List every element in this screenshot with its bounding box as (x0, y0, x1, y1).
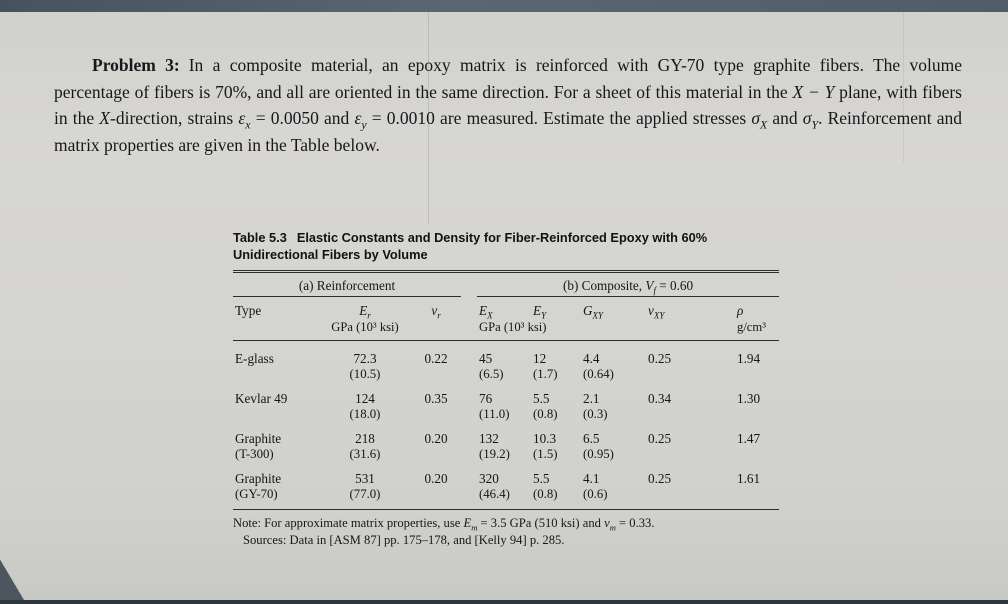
column-gap (461, 297, 477, 319)
cell-type: Graphite (235, 430, 282, 446)
group-reinforcement: (a) Reinforcement (233, 273, 461, 297)
cell-rho: 1.61 (737, 470, 761, 486)
cell-gxy: 6.5 (583, 430, 600, 446)
cell-ex: 76 (479, 390, 493, 406)
cell-er-ksi: (77.0) (349, 486, 381, 501)
note-line: Note: For approximate matrix properties, use $E_m = 3.5$ GPa (510 ksi) and $\nu_m = 0.33$. (233, 516, 655, 533)
cell-nuxy: 0.34 (648, 390, 672, 406)
table-row (233, 423, 779, 446)
math-sigma-y: σ (802, 108, 812, 129)
cell-ey-ksi: (1.5) (533, 446, 558, 461)
cell-ex: 45 (479, 350, 493, 366)
cell-ey-ksi: (1.7) (533, 366, 558, 381)
col-header-ex: $E_X$ (479, 303, 493, 321)
table-row (233, 463, 779, 486)
cell-er-ksi: (18.0) (349, 406, 381, 421)
table-row-ksi (233, 406, 779, 423)
cell-ex-ksi: (19.2) (479, 446, 510, 461)
table-caption: Elastic Constants and Density for Fiber-Reinforced Epoxy with 60% Unidirectional Fibers by Volume (233, 230, 708, 262)
math-sigma-x: σ (751, 108, 760, 129)
cell-er-ksi: (31.6) (349, 446, 381, 461)
col-header-ey: $E_Y$ (533, 303, 547, 321)
cell-nur: 0.35 (424, 390, 448, 406)
cell-gxy-ksi: (0.64) (583, 366, 614, 381)
table-number: Table 5.3 (233, 230, 287, 245)
col-header-type: Type (235, 303, 262, 318)
cell-type: Kevlar 49 (235, 390, 288, 406)
table-footnotes (233, 515, 779, 549)
problem-paragraph: Problem 3: In a composite material, an epoxy matrix is reinforced with GY-70 type graphite fibers. The volume percentage of fibers is 70%, and all are oriented in the same direction. For a sheet of this material in the X − Y plane, with fibers in the X-direction, strains $\varepsilon_x = 0.0050$ and $\varepsilon_y = 0.0010$ are measured. Estimate the applied stresses $\sigma_X$ and $\sigma_Y$. Reinforcement and matrix properties are given in the Table below. (54, 55, 962, 155)
cell-type: E-glass (235, 350, 274, 366)
group-header-row (233, 273, 779, 297)
cell-er-ksi: (10.5) (349, 366, 381, 381)
cell-ey-ksi: (0.8) (533, 406, 558, 421)
scan-top-edge (0, 0, 1008, 12)
table-row-ksi: (GY-70) (77.0) (46.4) (0.8) (0.6) (233, 486, 779, 503)
scan-bottom-edge (0, 600, 1008, 604)
cell-gxy-ksi: (0.95) (583, 446, 614, 461)
table-row (233, 383, 779, 406)
cell-ey: 12 (533, 350, 547, 366)
cell-rho: 1.94 (737, 350, 761, 366)
problem-label: Problem 3: (92, 55, 180, 75)
cell-ey: 10.3 (533, 430, 557, 446)
cell-ex-ksi: (11.0) (479, 406, 510, 421)
math-xy-plane: X − Y (792, 81, 835, 102)
col-header-rho: ρ (737, 303, 744, 318)
cell-er: 72.3 (353, 350, 377, 366)
cell-ey-ksi: (0.8) (533, 486, 558, 501)
table-5-3 (233, 230, 779, 549)
problem-text: In a composite material, an epoxy matrix is reinforced with GY-70 type graphite fibers. The volume percentage of fibers is 70%, and all are oriented in the same direction. For a sheet of this material in the (54, 55, 962, 102)
cell-gxy: 4.4 (583, 350, 600, 366)
cell-gxy-ksi: (0.3) (583, 406, 608, 421)
math-x: X (99, 108, 110, 129)
table-row-ksi (233, 366, 779, 383)
col-header-er: $E_r$ (359, 303, 371, 321)
cell-er: 124 (355, 390, 375, 406)
cell-ex-ksi: (46.4) (479, 486, 510, 501)
cell-ex-ksi: (6.5) (479, 366, 504, 381)
cell-nur: 0.20 (424, 430, 448, 446)
cell-nuxy: 0.25 (648, 470, 672, 486)
math-vf: V (645, 278, 654, 293)
col-header-nur: $\nu_r$ (431, 303, 441, 321)
math-em: E (463, 516, 472, 530)
cell-type: Graphite (235, 470, 282, 486)
cell-ey: 5.5 (533, 470, 550, 486)
units-density: g/cm³ (737, 320, 766, 334)
table-title (233, 230, 773, 263)
cell-nur: 0.22 (424, 350, 448, 366)
table-row-ksi: (T-300) (31.6) (19.2) (1.5) (0.95) (233, 446, 779, 463)
units-gpa-composite: GPa (10³ ksi) (479, 320, 547, 334)
row-gap (233, 503, 779, 510)
table-row (233, 343, 779, 366)
cell-gxy: 4.1 (583, 470, 600, 486)
cell-ex: 132 (479, 430, 499, 446)
group-composite: (b) Composite, $V_f = 0.60$ (477, 273, 779, 297)
cell-ex: 320 (479, 470, 499, 486)
math-epsilon-x: ε (238, 108, 246, 129)
cell-nur: 0.20 (424, 470, 448, 486)
cell-gxy-ksi: (0.6) (583, 486, 608, 501)
col-header-nuxy: $\nu_{XY}$ (648, 303, 665, 321)
cell-ey: 5.5 (533, 390, 550, 406)
cell-nuxy: 0.25 (648, 350, 672, 366)
sources-line: Sources: Data in [ASM 87] pp. 175–178, and [Kelly 94] p. 285. (243, 533, 565, 547)
elastic-constants-table (233, 273, 779, 510)
page-corner-shadow (0, 548, 24, 600)
cell-gxy: 2.1 (583, 390, 600, 406)
column-header-row (233, 297, 779, 319)
math-nu-m: ν (604, 516, 610, 530)
units-row (233, 318, 779, 341)
table-bottom-rule (233, 510, 779, 511)
units-gpa-reinforcement: GPa (10³ ksi) (331, 320, 399, 334)
cell-rho: 1.30 (737, 390, 761, 406)
math-epsilon-y: ε (354, 108, 362, 129)
cell-rho: 1.47 (737, 430, 761, 446)
cell-er: 531 (355, 470, 375, 486)
cell-er: 218 (355, 430, 375, 446)
col-header-gxy: $G_{XY}$ (583, 303, 604, 321)
column-gap (461, 273, 477, 297)
cell-nuxy: 0.25 (648, 430, 672, 446)
